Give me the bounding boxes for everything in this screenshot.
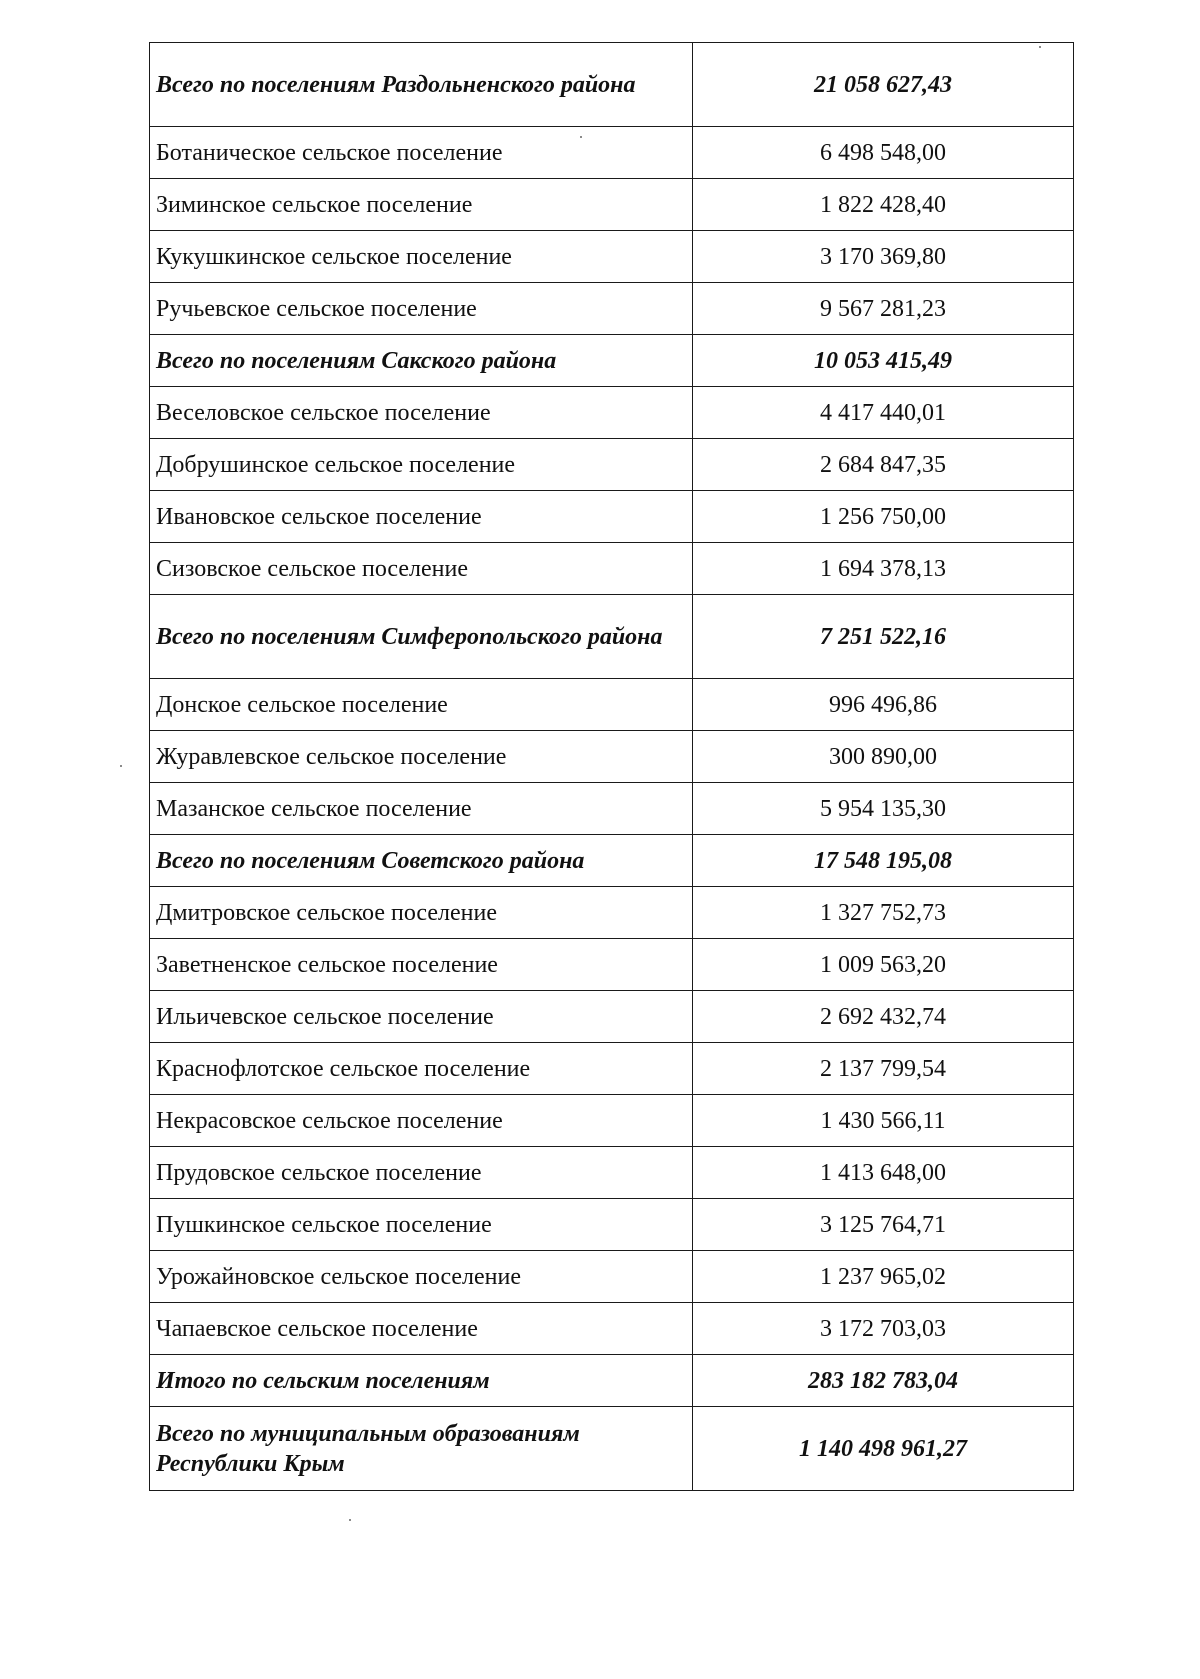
scan-speck [1039, 46, 1041, 48]
total-amount-cell: 17 548 195,08 [693, 835, 1074, 887]
settlement-name-cell: Урожайновское сельское поселение [150, 1251, 693, 1303]
table-row-total [150, 835, 1074, 887]
amount-cell: 1 256 750,00 [693, 491, 1074, 543]
amount-cell: 3 170 369,80 [693, 231, 1074, 283]
settlement-name-cell: Добрушинское сельское поселение [150, 439, 693, 491]
settlement-name-cell: Ильичевское сельское поселение [150, 991, 693, 1043]
table-row-total [150, 1407, 1074, 1491]
table-row [150, 387, 1074, 439]
scan-speck [349, 1519, 351, 1521]
amount-cell: 1 694 378,13 [693, 543, 1074, 595]
settlement-name-cell: Зиминское сельское поселение [150, 179, 693, 231]
table-row [150, 1043, 1074, 1095]
total-label-cell: Всего по поселениям Советского района [150, 835, 693, 887]
settlement-name-cell: Пушкинское сельское поселение [150, 1199, 693, 1251]
settlement-name-cell: Мазанское сельское поселение [150, 783, 693, 835]
total-amount-cell: 7 251 522,16 [693, 595, 1074, 679]
settlement-name-cell: Ивановское сельское поселение [150, 491, 693, 543]
total-amount-cell: 1 140 498 961,27 [693, 1407, 1074, 1491]
settlement-name-cell: Заветненское сельское поселение [150, 939, 693, 991]
settlement-name-cell: Донское сельское поселение [150, 679, 693, 731]
total-label-cell: Итого по сельским поселениям [150, 1355, 693, 1407]
table-row [150, 1251, 1074, 1303]
settlement-name-cell: Журавлевское сельское поселение [150, 731, 693, 783]
table-row [150, 1147, 1074, 1199]
total-label-cell: Всего по муниципальным образованиям Республики Крым [150, 1407, 693, 1491]
total-label-cell: Всего по поселениям Сакского района [150, 335, 693, 387]
total-amount-cell: 21 058 627,43 [693, 43, 1074, 127]
table-row [150, 731, 1074, 783]
settlement-name-cell: Некрасовское сельское поселение [150, 1095, 693, 1147]
amount-cell: 996 496,86 [693, 679, 1074, 731]
settlement-name-cell: Сизовское сельское поселение [150, 543, 693, 595]
settlement-name-cell: Ботаническое сельское поселение [150, 127, 693, 179]
table-row-total [150, 43, 1074, 127]
amount-cell: 1 327 752,73 [693, 887, 1074, 939]
settlement-name-cell: Краснофлотское сельское поселение [150, 1043, 693, 1095]
total-label-cell: Всего по поселениям Симферопольского района [150, 595, 693, 679]
table-row [150, 231, 1074, 283]
total-label-cell: Всего по поселениям Раздольненского района [150, 43, 693, 127]
amount-cell: 1 413 648,00 [693, 1147, 1074, 1199]
table-row [150, 179, 1074, 231]
table-row [150, 991, 1074, 1043]
amount-cell: 3 125 764,71 [693, 1199, 1074, 1251]
settlement-name-cell: Прудовское сельское поселение [150, 1147, 693, 1199]
table-row [150, 939, 1074, 991]
scan-speck [120, 765, 122, 767]
amount-cell: 4 417 440,01 [693, 387, 1074, 439]
settlement-name-cell: Кукушкинское сельское поселение [150, 231, 693, 283]
table-row [150, 543, 1074, 595]
amount-cell: 2 137 799,54 [693, 1043, 1074, 1095]
table-row [150, 127, 1074, 179]
amount-cell: 1 237 965,02 [693, 1251, 1074, 1303]
amount-cell: 1 822 428,40 [693, 179, 1074, 231]
amount-cell: 5 954 135,30 [693, 783, 1074, 835]
table-row [150, 887, 1074, 939]
scan-speck [580, 136, 582, 138]
table-row-total [150, 1355, 1074, 1407]
settlement-name-cell: Ручьевское сельское поселение [150, 283, 693, 335]
settlement-name-cell: Чапаевское сельское поселение [150, 1303, 693, 1355]
table-row [150, 439, 1074, 491]
table-row [150, 783, 1074, 835]
amount-cell: 300 890,00 [693, 731, 1074, 783]
table-row [150, 1303, 1074, 1355]
table-row-total [150, 595, 1074, 679]
table-row [150, 1199, 1074, 1251]
amount-cell: 1 009 563,20 [693, 939, 1074, 991]
table-body [150, 43, 1074, 1491]
amount-cell: 3 172 703,03 [693, 1303, 1074, 1355]
budget-table [149, 42, 1074, 1491]
amount-cell: 1 430 566,11 [693, 1095, 1074, 1147]
table-row-total [150, 335, 1074, 387]
table-row [150, 491, 1074, 543]
settlement-name-cell: Дмитровское сельское поселение [150, 887, 693, 939]
table-row [150, 283, 1074, 335]
amount-cell: 2 692 432,74 [693, 991, 1074, 1043]
total-amount-cell: 10 053 415,49 [693, 335, 1074, 387]
amount-cell: 9 567 281,23 [693, 283, 1074, 335]
amount-cell: 6 498 548,00 [693, 127, 1074, 179]
table-row [150, 1095, 1074, 1147]
amount-cell: 2 684 847,35 [693, 439, 1074, 491]
settlement-name-cell: Веселовское сельское поселение [150, 387, 693, 439]
total-amount-cell: 283 182 783,04 [693, 1355, 1074, 1407]
table-row [150, 679, 1074, 731]
